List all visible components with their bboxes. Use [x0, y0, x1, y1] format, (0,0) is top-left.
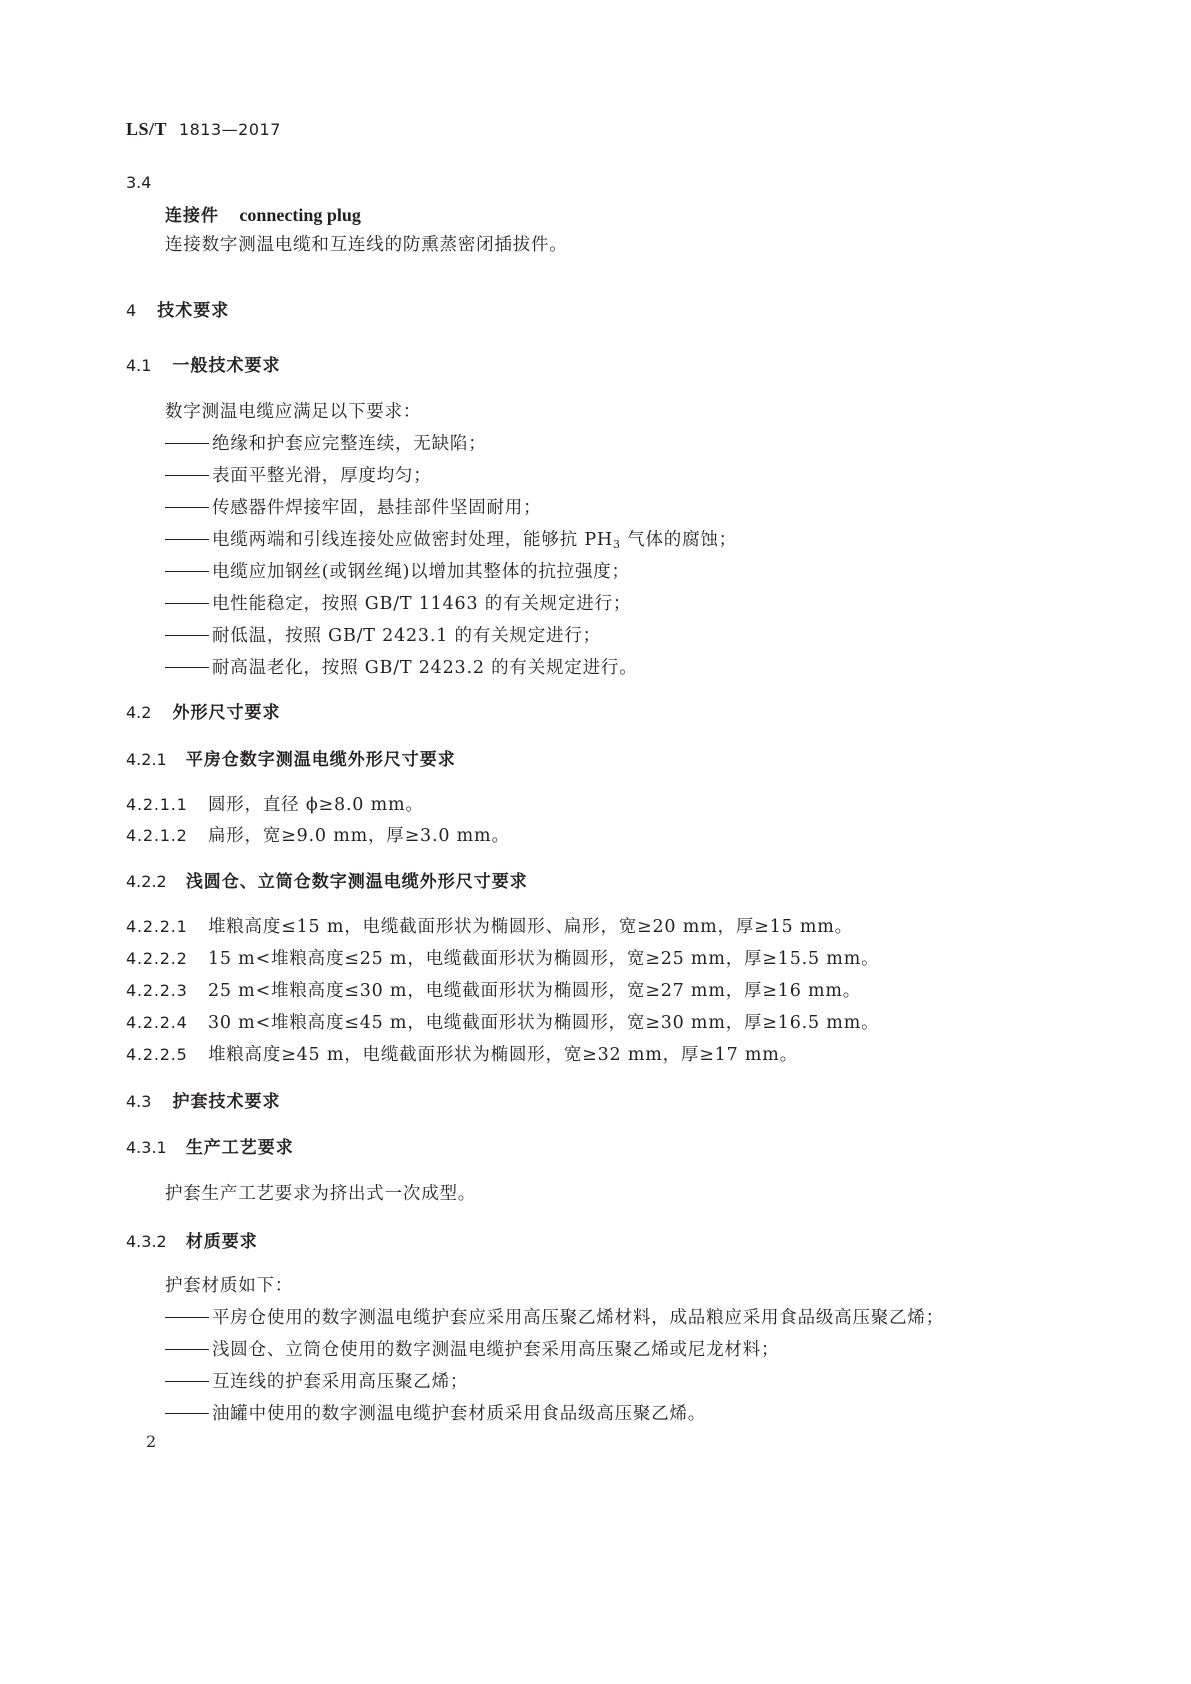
section-4-3-1-text: 护套生产工艺要求为挤出式一次成型。 [165, 1184, 477, 1204]
section-title: 护套技术要求 [172, 1092, 281, 1112]
section-4-3-2-intro: 护套材质如下： [165, 1276, 294, 1296]
clause [126, 1009, 879, 1034]
clause-text: 15 m<堆粮高度≤25 m，电缆截面形状为椭圆形，宽≥25 mm，厚≥15.5 mm。 [207, 949, 880, 969]
clause-text: 25 m<堆粮高度≤30 m，电缆截面形状为椭圆形，宽≥27 mm，厚≥16 mm。 [207, 981, 862, 1001]
section-number: 4.2 [126, 703, 152, 722]
list-item: 传感器件焊接牢固，悬挂部件坚固耐用； [165, 494, 541, 519]
section-4-3-1-heading [126, 1133, 294, 1158]
list-item: 电性能稳定，按照 GB/T 11463 的有关规定进行； [165, 590, 631, 615]
list-item: 绝缘和护套应完整连续，无缺陷； [165, 430, 487, 455]
term-zh: 连接件 [165, 206, 219, 226]
section-number: 4 [126, 301, 137, 320]
section-4-3-2-heading [126, 1227, 258, 1252]
list-item: 互连线的护套采用高压聚乙烯； [165, 1368, 468, 1393]
section-title: 技术要求 [157, 301, 230, 321]
clause-text: 堆粮高度≥45 m，电缆截面形状为椭圆形，宽≥32 mm，厚≥17 mm。 [207, 1045, 799, 1065]
list-item: 平房仓使用的数字测温电缆护套应采用高压聚乙烯材料，成品粮应采用食品级高压聚乙烯； [165, 1304, 944, 1329]
section-title: 外形尺寸要求 [172, 703, 281, 723]
section-4-heading [126, 296, 229, 321]
term-number: 3.4 [126, 173, 152, 192]
clause-number: 4.2.2.3 [126, 981, 188, 1000]
clause-text: 圆形，直径 ϕ≥8.0 mm。 [207, 795, 424, 815]
list-item: 耐低温，按照 GB/T 2423.1 的有关规定进行； [165, 622, 601, 647]
clause [126, 913, 853, 938]
clause-text: 30 m<堆粮高度≤45 m，电缆截面形状为椭圆形，宽≥30 mm，厚≥16.5 mm。 [207, 1013, 880, 1033]
term-en: connecting plug [239, 205, 361, 225]
section-title: 平房仓数字测温电缆外形尺寸要求 [185, 750, 456, 770]
section-number: 4.3.2 [126, 1232, 167, 1251]
clause-number: 4.2.1.1 [126, 795, 188, 814]
list-item: 耐高温老化，按照 GB/T 2423.2 的有关规定进行。 [165, 654, 638, 679]
section-4-2-2-heading [126, 867, 528, 892]
section-title: 材质要求 [185, 1232, 258, 1252]
clause-number: 4.2.2.2 [126, 949, 188, 968]
section-number: 4.3.1 [126, 1138, 167, 1157]
section-4-2-1-heading [126, 745, 456, 770]
section-number: 4.2.1 [126, 750, 167, 769]
section-number: 4.3 [126, 1092, 152, 1111]
subscript: 3 [613, 538, 621, 551]
section-number: 4.1 [126, 356, 152, 375]
standard-header [126, 119, 281, 140]
clause [126, 945, 879, 970]
clause-text: 扁形，宽≥9.0 mm，厚≥3.0 mm。 [207, 826, 510, 846]
clause [126, 791, 424, 816]
list-item: 电缆两端和引线连接处应做密封处理，能够抗 $PH_3$ 气体的腐蚀； [165, 526, 737, 551]
clause-text: 堆粮高度≤15 m，电缆截面形状为椭圆形、扁形，宽≥20 mm，厚≥15 mm。 [207, 917, 853, 937]
page-number: 2 [146, 1432, 157, 1451]
list-item: 表面平整光滑，厚度均匀； [165, 462, 432, 487]
section-4-1-intro: 数字测温电缆应满足以下要求： [165, 402, 422, 422]
clause [126, 977, 861, 1002]
clause-number: 4.2.2.5 [126, 1045, 188, 1064]
term-definition: 连接数字测温电缆和互连线的防熏蒸密闭插拔件。 [165, 235, 568, 255]
clause [126, 822, 510, 847]
clause-number: 4.2.1.2 [126, 826, 188, 845]
standard-number: 1813—2017 [178, 120, 281, 139]
list-item: 电缆应加钢丝(或钢丝绳)以增加其整体的抗拉强度； [165, 558, 630, 583]
list-item: 油罐中使用的数字测温电缆护套材质采用食品级高压聚乙烯。 [165, 1400, 706, 1425]
section-title: 浅圆仓、立筒仓数字测温电缆外形尺寸要求 [185, 872, 528, 892]
section-title: 生产工艺要求 [185, 1138, 294, 1158]
clause-number: 4.2.2.4 [126, 1013, 188, 1032]
list-item: 浅圆仓、立筒仓使用的数字测温电缆护套采用高压聚乙烯或尼龙材料； [165, 1336, 779, 1361]
term-title [165, 201, 361, 226]
clause-number: 4.2.2.1 [126, 917, 188, 936]
section-title: 一般技术要求 [172, 356, 281, 376]
section-4-2-heading [126, 698, 281, 723]
standard-prefix: LS/T [126, 119, 168, 139]
section-4-3-heading [126, 1087, 281, 1112]
section-4-1-heading [126, 351, 281, 376]
clause [126, 1041, 798, 1066]
section-number: 4.2.2 [126, 872, 167, 891]
